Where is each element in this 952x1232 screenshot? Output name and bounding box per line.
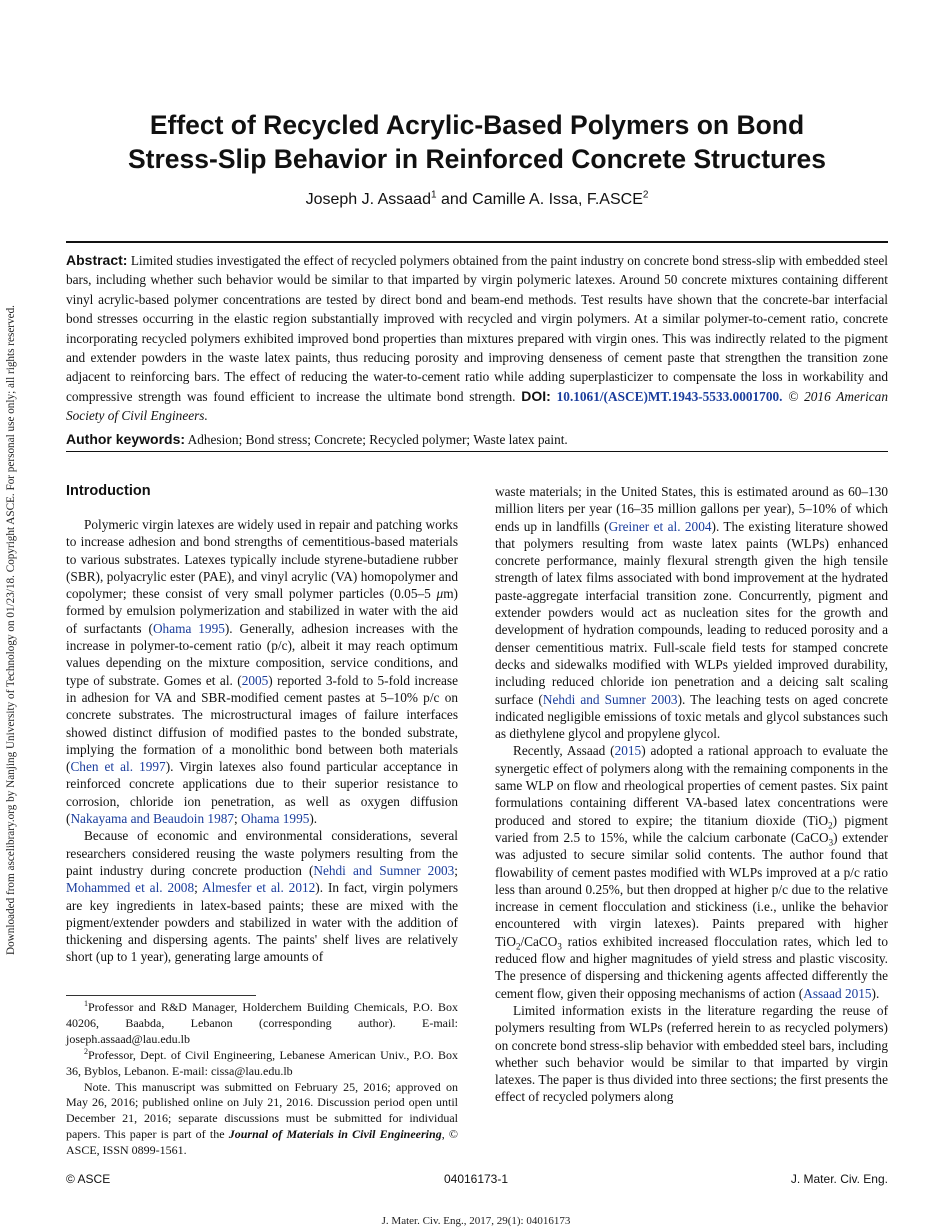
citation-link[interactable]: Greiner et al. 2004	[608, 518, 712, 534]
citation-link[interactable]: 2015	[614, 743, 642, 759]
author-2-affil: 2	[642, 189, 649, 201]
author-keywords	[66, 430, 888, 449]
manuscript-note: Note. This manuscript was submitted on February 25, 2016; approved on May 26, 2016; published online on July 21, 2016. Discussion period open until December 21, 2016; separate discussions must be submitted for individual papers. This paper is part of the Journal of Materials in Civil Engineering, © ASCE, ISSN 0899-1561.	[66, 1079, 459, 1158]
citation-link[interactable]: Chen et al. 1997	[70, 759, 166, 775]
keywords-text: Adhesion; Bond stress; Concrete; Recycled polymer; Waste latex paint.	[187, 432, 568, 447]
right-column	[495, 483, 888, 1106]
footnote-rule	[66, 995, 256, 996]
intro-paragraph-3: Recently, Assaad (2015) adopted a rational approach to evaluate the synergetic effect of polymers along with the remaining components in the same WLP on flow and rheological properties of cement pastes. Six paint formulations containing different VA-based latex concentrations were produced and stored to expire; the titanium dioxide (TiO$_2$) pigment varied from 2.5 to 15%, while the calcium carbonate (CaCO$_3$) extender was adjusted to secure similar solid contents. The author found that flowability of cement pastes modified with WLPs improved at a p/c ratio less than around 0.25%, but then dropped at higher p/c due to the relative increase in cement flocculation and stickiness (i.e., unlike the behavior encountered with virgin latexes). Paints prepared with higher TiO$_2$/CaCO$_3$ ratios exhibited increased flocculation rates, which led to reduced flow and higher magnitudes of yield stress and plastic viscosity. The presence of dispersing and thickening agents affected differently the cement flow, given their opposing mechanisms of action (Assaad 2015).	[495, 743, 888, 1001]
mu-symbol: μ	[436, 586, 444, 602]
abstract-text: Limited studies investigated the effect of recycled polymers obtained from the paint industry on concrete bond stress-slip with embedded steel bars, including whether such behavior would be similar to that imparted by virgin polymeric latexes. Around 50 concrete mixtures containing different vinyl acrylic-based polymer concentrations are tested by direct bond and beam-end methods. Test results have shown that the concrete-bar interfacial bond stresses occurring in the elastic region substantially improved with recycled and virgin polymers. At a similar polymer-to-cement ratio, concrete incorporating recycled polymers exhibited improved bond properties than mixtures prepared with virgin ones. This was indirectly related to the pigment and extender powders in the waste latex paints, thus reducing porosity and improving denseness of cement paste that strengthen the transition zone adjacent to reinforcing bars. The effect of reducing the water-to-cement ratio while adding superplasticizer to compensate the loss in workability and compressive strength was found efficient to increase the ultimate bond strength.	[66, 253, 888, 404]
author-1-affil: 1	[430, 189, 437, 201]
citation-link[interactable]: Almesfer et al. 2012	[201, 880, 316, 896]
section-heading-introduction: Introduction	[66, 483, 151, 499]
keywords-label: Author keywords:	[66, 431, 186, 447]
citation-link[interactable]: Nehdi and Sumner 2003	[542, 691, 678, 707]
citation-link[interactable]: Ohama 1995	[241, 811, 310, 827]
author-and: and	[436, 191, 473, 208]
footnote-1: $^1$Professor and R&D Manager, Holderchem Building Chemicals, P.O. Box 40206, Baabda, Lebanon (corresponding author). E-mail: joseph.assaad@lau.edu.lb	[66, 999, 458, 1046]
footnote-2: $^2$Professor, Dept. of Civil Engineering, Lebanese American Univ., P.O. Box 36, Byblos, Lebanon. E-mail: cissa@lau.edu.lb	[66, 1046, 458, 1078]
intro-paragraph-4: Limited information exists in the literature regarding the reuse of polymers resulting from WLPs (referred herein to as recycled polymers) on concrete bond stress-slip behavior with embedded steel bars, including whether such behavior would be similar to that imparted by virgin latexes. The paper is thus divided into three sections; the first presents the effect of recycled polymers along	[495, 1002, 888, 1105]
abstract	[66, 251, 888, 426]
citation-line: J. Mater. Civ. Eng., 2017, 29(1): 04016173	[381, 1215, 571, 1227]
title-line-2: Stress-Slip Behavior in Reinforced Concrete Structures	[127, 144, 827, 174]
abstract-label: Abstract:	[66, 252, 128, 268]
citation-link[interactable]: Nehdi and Sumner 2003	[313, 862, 455, 878]
citation-link[interactable]: Ohama 1995	[152, 620, 225, 636]
abstract-copyright: © 2016 American Society of Civil Engineers.	[66, 388, 888, 424]
journal-name: Journal of Materials in Civil Engineering	[228, 1127, 442, 1142]
intro-paragraph-2: Because of economic and environmental considerations, several researchers considered reusing the waste polymers resulting from the paint industry during concrete production (Nehdi and Sumner 2003; Mohammed et al. 2008; Almesfer et al. 2012). In fact, virgin polymers are key ingredients in latex-based paints; these are mixed with the pigment/extender powders and stabilized in water with the addition of thickening and dispersing agents. The paints' shelf lives are relatively short (up to 1 year), generating large amounts of	[66, 828, 458, 965]
abstract-top-rule	[66, 241, 888, 243]
footer-copyright: © ASCE	[66, 1172, 111, 1186]
doi-label: DOI:	[521, 387, 551, 404]
citation-link[interactable]: Nakayama and Beaudoin 1987	[70, 811, 235, 827]
title-line-1: Effect of Recycled Acrylic-Based Polymers on Bond	[149, 110, 805, 140]
citation-link[interactable]: Mohammed et al. 2008	[66, 880, 195, 896]
author-1: Joseph J. Assaad	[305, 191, 431, 208]
author-list	[66, 190, 888, 210]
intro-paragraph-1: Polymeric virgin latexes are widely used in repair and patching works to increase adhesion and bond strengths of cementitious-based materials to various substrates. Latexes typically include styrene-butadiene rubber (SBR), polyacrylic ester (PAE), and vinyl acrylic (VA) homopolymer and copolymer; these consist of very small polymer particles (0.05–5 μm) formed by emulsion polymerization and stabilized in water with the aid of surfactants (Ohama 1995). Generally, adhesion increases with the increase in polymer-to-cement ratio (p/c), albeit it may reach optimum values depending on the mixture composition, service conditions, and type of substrate. Gomes et al. (2005) reported 3-fold to 5-fold increase in adhesion for VA and SBR-modified cement pastes at 5–10% p/c on concrete substrates. The microstructural images of failure interfaces showed distinct diffusion of modified pastes to the bonded substrate, implying the formation of a monolithic bond between both materials (Chen et al. 1997). Virgin latexes also found particular acceptance in reinforced concrete applications due to their superior resistance to corrosion, chloride ion penetration, as well as oxygen diffusion (Nakayama and Beaudoin 1987; Ohama 1995).	[66, 517, 459, 827]
paper-title	[66, 108, 888, 176]
doi-link[interactable]: 10.1061/(ASCE)MT.1943-5533.0001700.	[556, 388, 783, 404]
footnotes	[66, 1000, 458, 1159]
left-column	[66, 482, 458, 966]
citation-link[interactable]: 2005	[241, 672, 269, 688]
footer-article-number: 04016173-1	[443, 1172, 509, 1186]
download-notice: Downloaded from ascelibrary.org by Nanjing University of Technology on 01/23/18. Copyright ASCE. For personal use only; all rights reserved.	[5, 305, 17, 955]
author-2: Camille A. Issa, F.ASCE	[472, 191, 643, 208]
footer-journal: J. Mater. Civ. Eng.	[790, 1172, 888, 1186]
citation-link[interactable]: Assaad 2015	[803, 985, 872, 1001]
intro-paragraph-2-cont: waste materials; in the United States, this is estimated around as 60–130 million liters per year (16–35 million gallons per year), 5–10% of which ends up in landfills (Greiner et al. 2004). The existing literature showed that polymers resulting from waste latex paints (WLPs) enhanced concrete performance, mainly flexural strength given the high tensile strength of latex films associated with bond improvement at the hydrated paste-aggregate interfacial transition zone. Concurrently, pigment and extender powders would act as nucleation sites for the growth and development of hydration compounds, leading to reduced porosity and a denser cementitious matrix. Full-scale field tests for stamped concrete decks and sidewalks modified with WLPs yielded improved durability, including reduced chloride ion penetration and a deicing salt scaling surface (Nehdi and Sumner 2003). The leaching tests on aged concrete indicated negligible emissions of toxic metals and glycol substances such as diethylene glycol and propylene glycol.	[495, 484, 889, 742]
keywords-bottom-rule	[66, 451, 888, 452]
